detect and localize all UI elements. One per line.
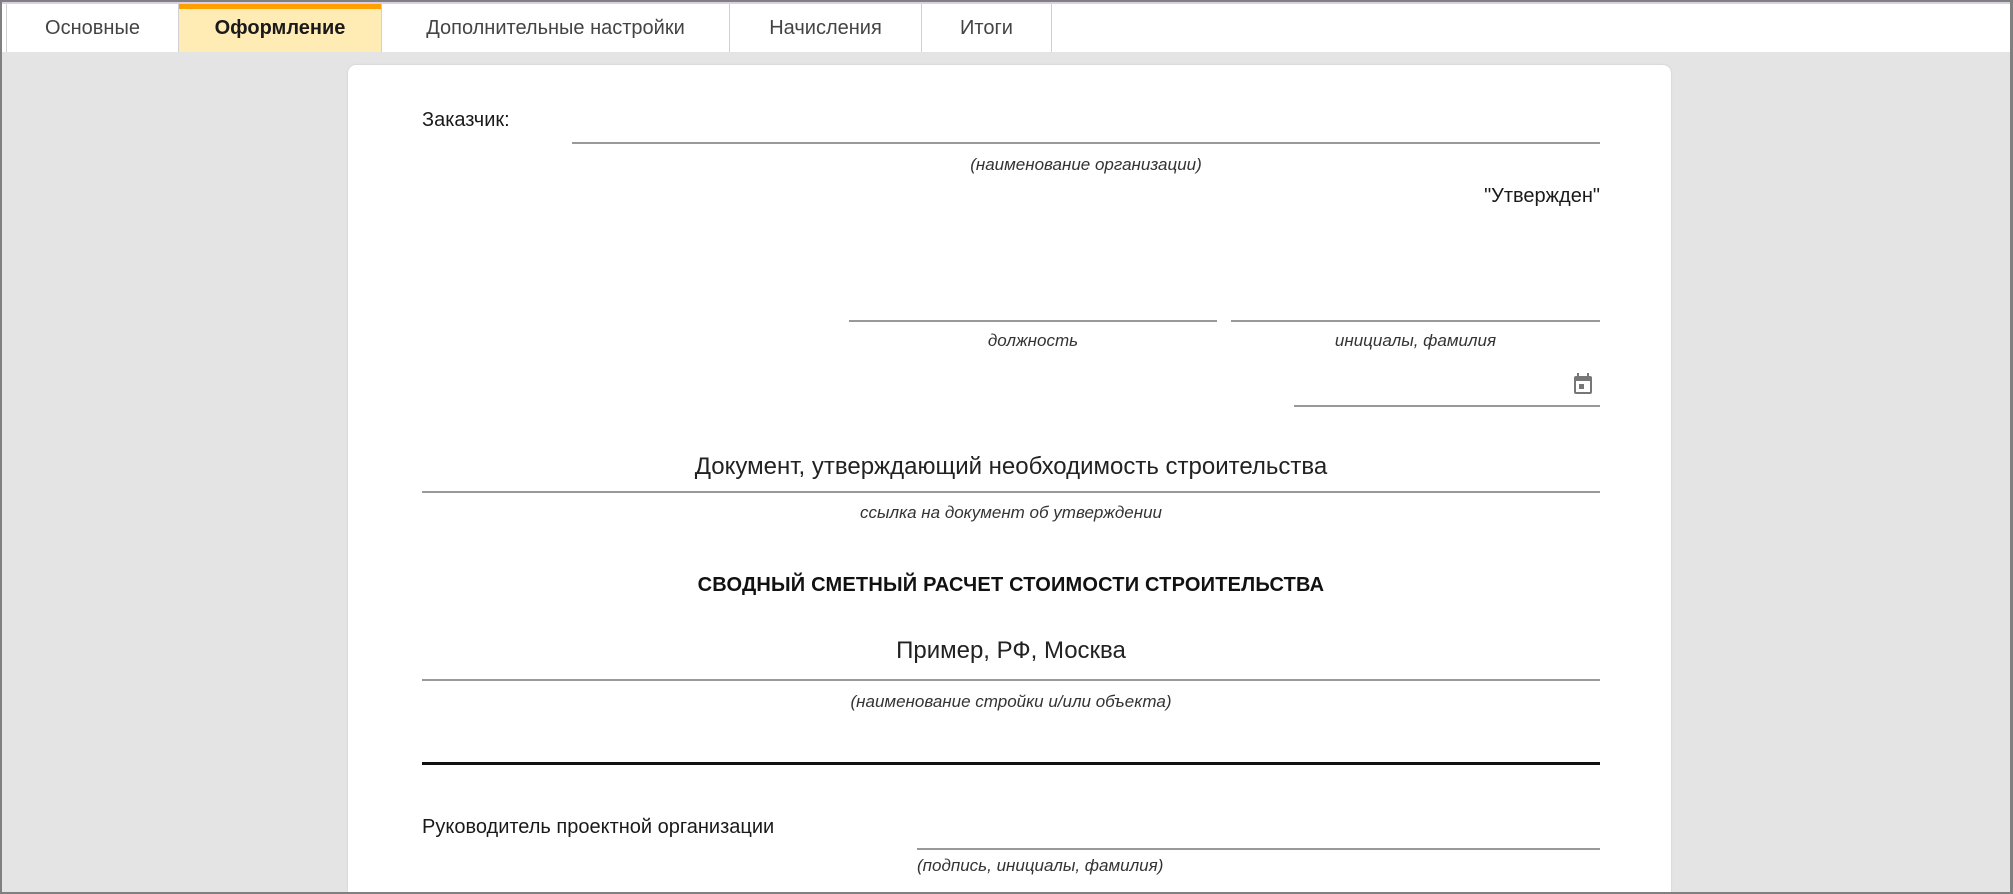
tab-label: Начисления bbox=[769, 16, 882, 39]
calendar-icon[interactable] bbox=[1573, 373, 1593, 395]
customer-input[interactable] bbox=[572, 101, 1600, 141]
tab-label: Основные bbox=[45, 16, 140, 39]
approval-document-underline bbox=[422, 491, 1600, 493]
approval-date-underline bbox=[1294, 405, 1600, 407]
tab-osnovnye[interactable] bbox=[6, 4, 179, 52]
section-divider bbox=[422, 762, 1600, 765]
project-head-underline bbox=[917, 848, 1600, 850]
tab-label: Итоги bbox=[960, 16, 1013, 39]
project-head-label: Руководитель проектной организации bbox=[422, 816, 775, 838]
approver-name-underline bbox=[1231, 320, 1600, 322]
approval-date-input[interactable] bbox=[1294, 363, 1570, 403]
project-head-input[interactable] bbox=[917, 809, 1600, 849]
approved-label: "Утвержден" bbox=[1484, 185, 1600, 207]
approver-position-underline bbox=[849, 320, 1217, 322]
customer-hint: (наименование организации) bbox=[970, 155, 1202, 174]
customer-label: Заказчик: bbox=[422, 109, 510, 131]
tab-accruals[interactable] bbox=[730, 4, 922, 52]
construction-object-underline bbox=[422, 679, 1600, 681]
tab-totals[interactable] bbox=[922, 4, 1052, 52]
construction-object-hint: (наименование стройки и/или объекта) bbox=[850, 692, 1172, 711]
customer-underline bbox=[572, 142, 1600, 144]
tab-bar bbox=[2, 2, 2010, 52]
tab-oformlenie[interactable] bbox=[179, 4, 382, 52]
project-head-hint: (подпись, инициалы, фамилия) bbox=[917, 856, 1164, 875]
tab-label: Оформление bbox=[214, 16, 346, 39]
approver-name-hint: инициалы, фамилия bbox=[1334, 331, 1497, 350]
approval-document-hint: ссылка на документ об утверждении bbox=[860, 503, 1162, 522]
document-title: СВОДНЫЙ СМЕТНЫЙ РАСЧЕТ СТОИМОСТИ СТРОИТЕЛЬСТВА bbox=[697, 574, 1325, 596]
tab-additional-settings[interactable] bbox=[382, 4, 730, 52]
approver-position-hint: должность bbox=[987, 331, 1079, 350]
document-card bbox=[348, 65, 1671, 894]
approval-document-link[interactable]: Документ, утверждающий необходимость строительства bbox=[694, 453, 1328, 480]
tab-label: Дополнительные настройки bbox=[426, 16, 685, 39]
approver-name-input[interactable] bbox=[1231, 275, 1600, 315]
approver-position-input[interactable] bbox=[849, 275, 1217, 315]
construction-object-input[interactable] bbox=[422, 631, 1600, 671]
